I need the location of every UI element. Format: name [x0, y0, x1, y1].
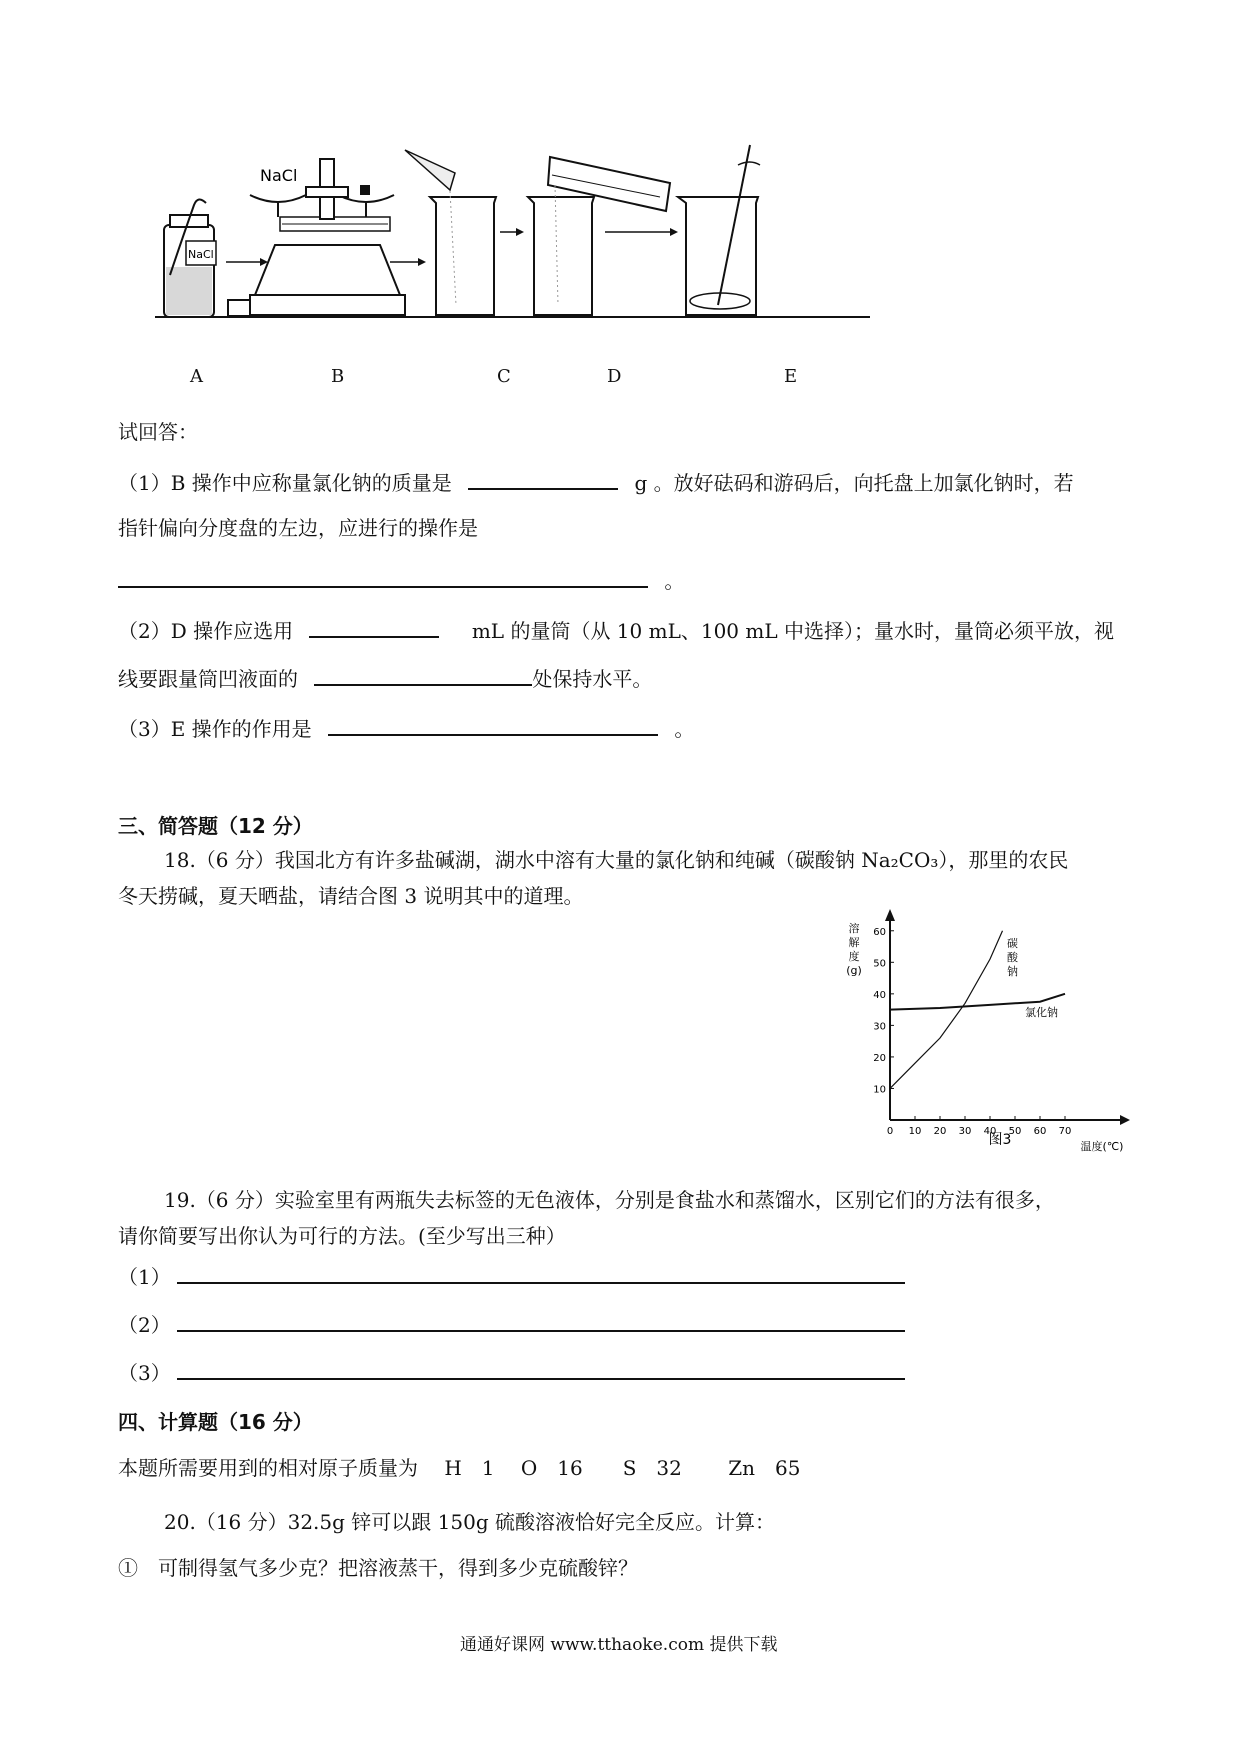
answer-blank[interactable]: [309, 616, 439, 638]
y-tick-label: 50: [873, 958, 886, 970]
x-tick-label: 10: [908, 1126, 922, 1137]
q17-part1-line1: （1）B 操作中应称量氯化钠的质量是 g 。放好砝码和游码后，向托盘上加氯化钠时，若: [118, 468, 1074, 495]
y-axis-arrow: [885, 909, 895, 921]
step-label-a: A: [190, 366, 203, 387]
q20-part1: ① 可制得氢气多少克？把溶液蒸干，得到多少克硫酸锌？: [118, 1556, 638, 1580]
q17-part2-line1: （2）D 操作应选用 mL 的量筒（从 10 mL、100 mL 中选择）；量水时，量筒必须平放，视: [118, 616, 1114, 643]
svg-text:NaCl: NaCl: [188, 248, 214, 261]
atomic-masses: 本题所需要用到的相对原子质量为 H 1 O 16 S 32 Zn 65: [118, 1456, 801, 1480]
x-axis-arrow: [1120, 1115, 1130, 1125]
q17-intro: 试回答：: [118, 420, 198, 444]
y-tick-label: 40: [873, 989, 886, 1001]
q17-part2-line2: 线要跟量筒凹液面的 处保持水平。: [118, 664, 652, 691]
step-label-c: C: [497, 366, 511, 387]
x-tick-label: 70: [1058, 1126, 1072, 1137]
solubility-chart: [840, 910, 1140, 1153]
q19-line1: 19.（6 分）实验室里有两瓶失去标签的无色液体，分别是食盐水和蒸馏水，区别它们的方法有很多，: [164, 1188, 1055, 1212]
q19-answer-2: （2）: [118, 1310, 905, 1337]
answer-blank[interactable]: [314, 664, 532, 686]
reagent-jar-icon: [164, 199, 216, 317]
y-tick-label: 60: [873, 926, 886, 938]
x-axis-label: 温度(℃): [1080, 1140, 1124, 1153]
y-axis-label: 度: [848, 950, 860, 963]
section-3-title: 三、简答题（12 分）: [118, 814, 313, 838]
chart-title: 图3: [988, 1132, 1012, 1148]
q18-line2: 冬天捞碱，夏天晒盐，请结合图 3 说明其中的道理。: [118, 884, 584, 908]
y-tick-label: 10: [873, 1084, 886, 1096]
apparatus-figure: [150, 145, 870, 325]
answer-blank[interactable]: [177, 1310, 905, 1332]
answer-blank[interactable]: [328, 714, 658, 736]
q17-part1-line2: 指针偏向分度盘的左边，应进行的操作是: [118, 516, 478, 540]
svg-text:NaCl: NaCl: [260, 166, 298, 185]
beaker-c-icon: [405, 150, 496, 315]
step-label-e: E: [784, 366, 798, 387]
answer-blank[interactable]: [177, 1358, 905, 1380]
x-tick-label: 30: [958, 1126, 972, 1137]
answer-blank[interactable]: [177, 1262, 905, 1284]
q17-part3: （3）E 操作的作用是 。: [118, 714, 694, 741]
y-axis-label: (g): [846, 964, 862, 977]
q19-line2: 请你简要写出你认为可行的方法。(至少写出三种）: [118, 1224, 566, 1248]
x-tick-label: 50: [1008, 1126, 1022, 1137]
x-tick-label: 40: [983, 1126, 997, 1137]
q19-answer-1: （1）: [118, 1262, 905, 1289]
x-tick-label: 20: [933, 1126, 947, 1137]
balance-icon: [250, 159, 405, 315]
answer-blank[interactable]: [118, 566, 648, 588]
y-axis-label: 溶: [848, 922, 860, 935]
beaker-e-icon: [678, 145, 760, 315]
answer-blank[interactable]: [468, 468, 618, 490]
q18-line1: 18.（6 分）我国北方有许多盐碱湖，湖水中溶有大量的氯化钠和纯碱（碳酸钠 Na₂CO₃），那里的农民: [164, 848, 1069, 872]
step-label-d: D: [607, 366, 622, 387]
series-label: 酸: [1007, 950, 1018, 964]
section-4-title: 四、计算题（16 分）: [118, 1410, 313, 1434]
q17-part1-line3: 。: [118, 566, 684, 593]
y-tick-label: 30: [873, 1021, 886, 1033]
series-label: 碳: [1007, 936, 1018, 950]
x-tick-label: 60: [1033, 1126, 1047, 1137]
beaker-d-icon: [528, 157, 670, 315]
y-axis-label: 解: [848, 936, 860, 949]
series-label: 氯化钠: [1025, 1005, 1058, 1019]
series-label: 钠: [1007, 964, 1018, 978]
x-tick-label: 0: [886, 1126, 894, 1137]
q19-answer-3: （3）: [118, 1358, 905, 1385]
step-label-b: B: [331, 366, 345, 387]
y-tick-label: 20: [873, 1052, 886, 1064]
q20-stem: 20.（16 分）32.5g 锌可以跟 150g 硫酸溶液恰好完全反应。计算：: [164, 1510, 775, 1534]
page-footer: 通通好课网 www.tthaoke.com 提供下载: [460, 1635, 778, 1655]
